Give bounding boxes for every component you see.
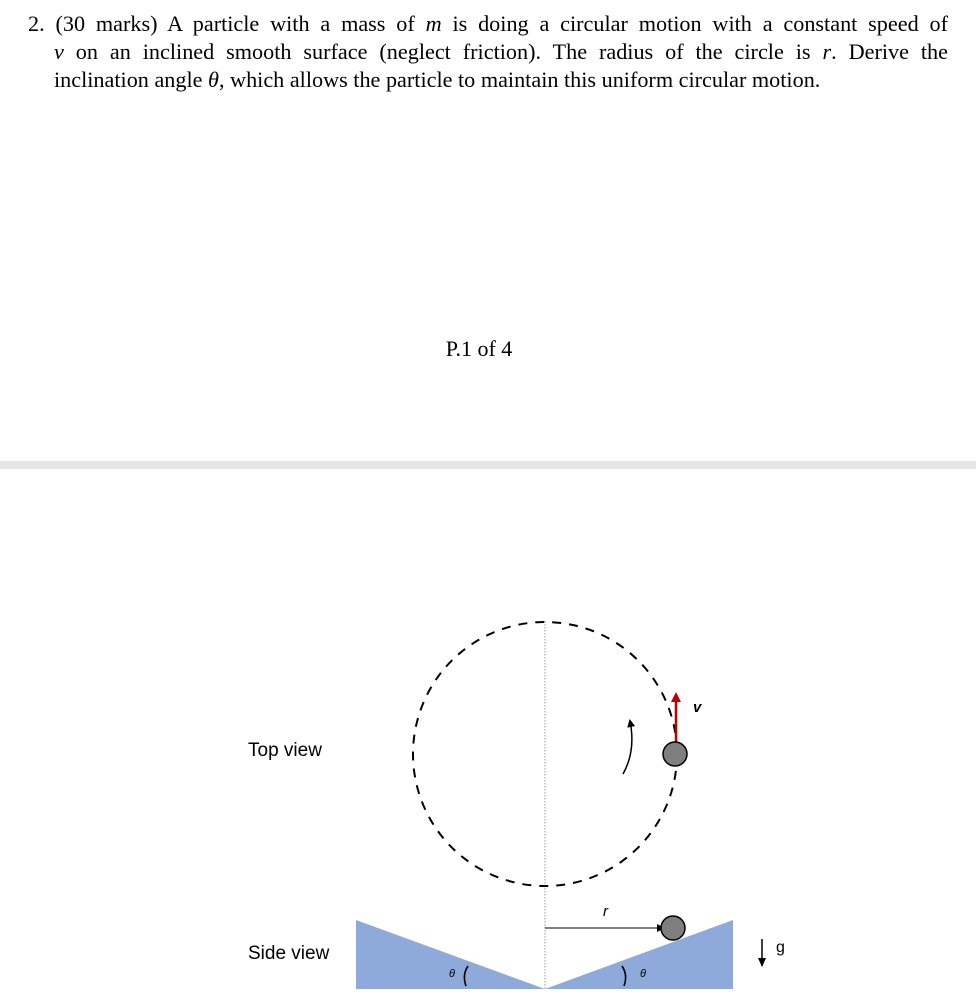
gravity-label: g — [776, 939, 785, 956]
question-2 — [28, 10, 948, 94]
radius-label: r — [603, 903, 608, 920]
question-line-1: 2. (30 marks) A particle with a mass of m is doing a circular motion with a constant speed of — [28, 11, 948, 36]
physics-diagram — [0, 469, 976, 1003]
side-view-label: Side view — [248, 943, 330, 964]
question-line-2: v on an inclined smooth surface (neglect friction). The radius of the circle is r. Derive the — [54, 39, 948, 64]
mass-symbol: m — [425, 11, 442, 36]
theta-right-label: θ — [640, 968, 646, 980]
top-view-label: Top view — [248, 740, 322, 761]
incline-right — [545, 920, 733, 989]
rotation-direction-arrow — [623, 721, 632, 774]
page-separator — [0, 461, 976, 469]
theta-symbol: θ — [208, 67, 219, 92]
velocity-label: v — [693, 699, 702, 716]
radius-symbol: r — [822, 39, 832, 64]
page-number: P.1 of 4 — [445, 336, 513, 361]
question-line-3: inclination angle θ, which allows the particle to maintain this uniform circular motion. — [54, 67, 821, 92]
particle-top-view — [663, 742, 687, 766]
speed-symbol: v — [54, 39, 64, 64]
particle-side-view — [661, 916, 685, 940]
theta-left-label: θ — [449, 968, 455, 980]
